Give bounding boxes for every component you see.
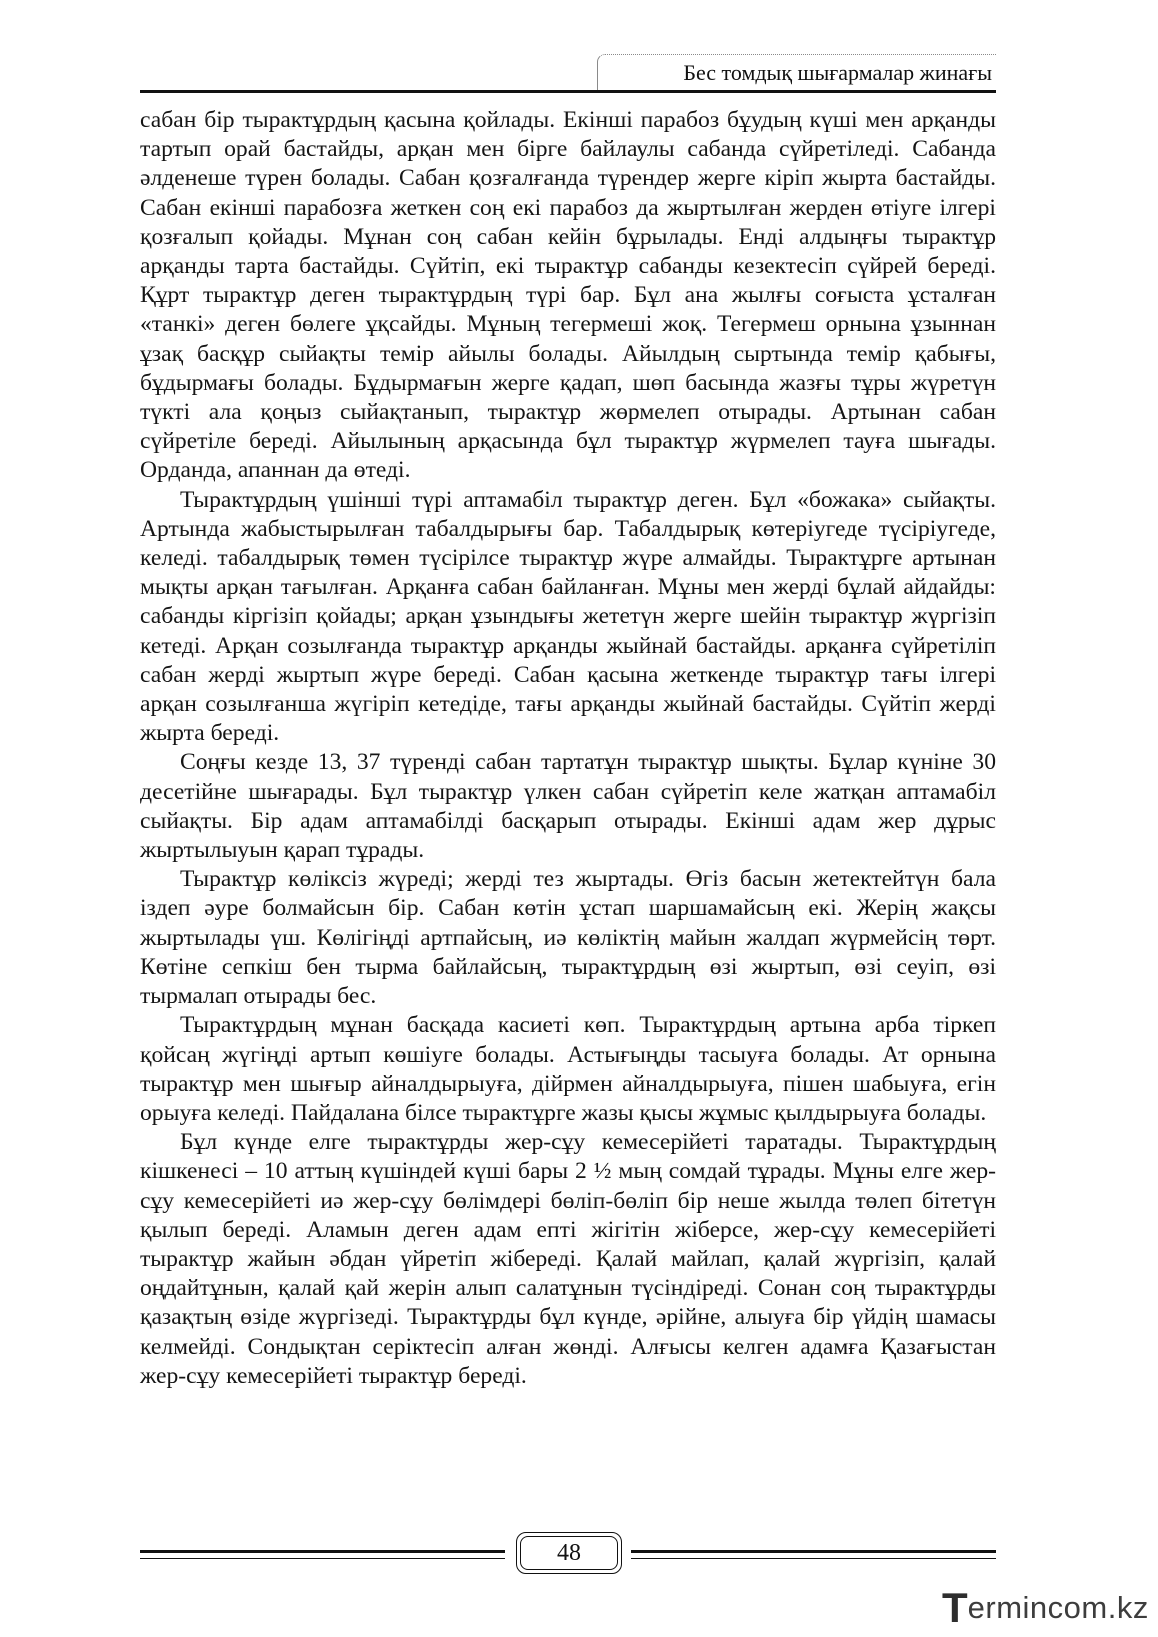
footer-rule-left <box>140 1550 505 1559</box>
watermark-text: ermincom.kz <box>967 1590 1149 1625</box>
body-text <box>140 106 996 1391</box>
header-rule <box>140 90 996 93</box>
paragraph-5: Тырактұрдың мұнан басқада касиеті көп. Тырактұрдың артына арба тіркеп қойсаң жүгіңді артып көшіуге болады. Астығыңды тасыуға болады. Ат орнына тырактұр мен шығыр айналдырыуға, дійрмен айналдырыуға, пішен шабыуға, егін орыуға келеді. Пайдалана білсе тырактұрге жазы қысы жұмыс қылдырыуға болады. <box>140 1012 996 1126</box>
header-title: Бес томдық шығармалар жинағы <box>683 60 992 85</box>
page-number: 48 <box>557 1540 581 1566</box>
paragraph-1: сабан бір тырактұрдың қасына қойлады. Екінші парабоз бұудың күші мен арқанды тартып орай бастайды, арқан мен бірге байлаулы сабанда сүйретіледі. Сабанда әлденеше түрен болады. Сабан қозғалғанда түрендер жерге кіріп жырта бастайды. Сабан екінші парабозға жеткен соң екі парабоз да жыртылған жерден өтіуге ілгері қозғалып қойады. Мұнан соң сабан кейін бұрылады. Енді алдыңғы тырактұр арқанды тарта бастайды. Сүйтіп, екі тырактұр сабанды кезектесіп сүйрей береді. Құрт тырактұр деген тырактұрдың түрі бар. Бұл ана жылғы соғыста ұсталған «танкі» деген бөлеге ұқсайды. Мұның тегермеші жоқ. Тегермеш орнына ұзыннан ұзақ басқұр сыйақты темір айылы болады. Айылдың сыртында темір қабығы, бұдырмағы болады. Бұдырмағын жерге қадап, шөп басында жазғы тұры жүретүн түкті ала қоңыз сыйақтанып, тырактұр жөрмелеп отырады. Артынан сабан сүйретіле береді. Айылының арқасында бұл тырактұр жүрмелеп тауға шығады. Орданда, апаннан да өтеді. <box>140 107 996 484</box>
watermark-initial: T <box>942 1584 968 1631</box>
paragraph-2: Тырактұрдың үшінші түрі аптамабіл тырактұр деген. Бұл «божака» сыйақты. Артында жабыстырылған табалдырығы бар. Табалдырық көтеріугеде түсіріугеде, келеді. табалдырық төмен түсірілсе тырактұр жүре алмайды. Тырактұрге артынан мықты арқан тағылған. Арқанға сабан байланған. Мұны мен жерді бұлай айдайды: сабанды кіргізіп қойады; арқан ұзындығы жететүн жерге шейін тырактұр жүргізіп кетеді. Арқан созылғанда тырактұр арқанды жыйнай бастайды. арқанға сүйретіліп сабан жерді жыртып жүре береді. Сабан қасына жеткенде тырактұр тағы ілгері арқан созылғанша жүгіріп кетедіде, тағы арқанды жыйнай бастайды. Сүйтіп жерді жырта береді. <box>140 486 996 747</box>
page-footer <box>140 1530 996 1578</box>
page-number-box <box>516 1532 622 1574</box>
paragraph-3: Соңғы кезде 13, 37 түренді сабан тартатұн тырактұр шықты. Бұлар күніне 30 десетійне шығарады. Бұл тырактұр үлкен сабан сүйретіп келе жатқан аптамабіл сыйақты. Бір адам аптамабілді басқарып отырады. Екінші адам жер дұрыс жыртылыуын қарап тұрады. <box>140 749 996 864</box>
footer-rule-right <box>631 1550 996 1559</box>
watermark-logo <box>942 1584 1152 1631</box>
paragraph-4: Тырактұр көліксіз жүреді; жерді тез жыртады. Өгіз басын жетектейтүн бала іздеп әуре болмайсын бір. Сабан көтін ұстап шаршамайсың екі. Жерің жақсы жыртылады үш. Көлігіңді артпайсың, иә көліктің майын жалдап жүрмейсің төрт. Көтіне сепкіш бен тырма байлайсың, тырактұрдың өзі жыртып, өзі сеуіп, өзі тырмалап отырады бес. <box>140 866 996 1010</box>
running-header <box>140 54 996 94</box>
paragraph-6: Бұл күнде елге тырактұрды жер-сұу кемесерійеті таратады. Тырактұрдың кішкенесі – 10 аттың күшіндей күші бары 2 ½ мың сомдай тұрады. Мұны елге жер-сұу кемесерійеті иә жер-сұу бөлімдері бөліп-бөліп бір неше жылда төлеп бітетүн қылып береді. Аламын деген адам епті жігітін жіберсе, жер-сұу кемесерійеті тырактұр жайын әбдан үйретіп жібереді. Қалай майлап, қалай жүргізіп, қалай оңдайтұнын, қалай қай жерін алып салатұнын түсіндіреді. Сонан соң тырактұрды қазақтың өзіде жүргізеді. Тырактұрды бұл күнде, әрійне, алыуға бір үйдің шамасы келмейді. Сондықтан серіктесіп алған жөнді. Алғысы келген адамға Қазағыстан жер-сұу кемесерійеті тырактұр береді. <box>140 1129 996 1389</box>
